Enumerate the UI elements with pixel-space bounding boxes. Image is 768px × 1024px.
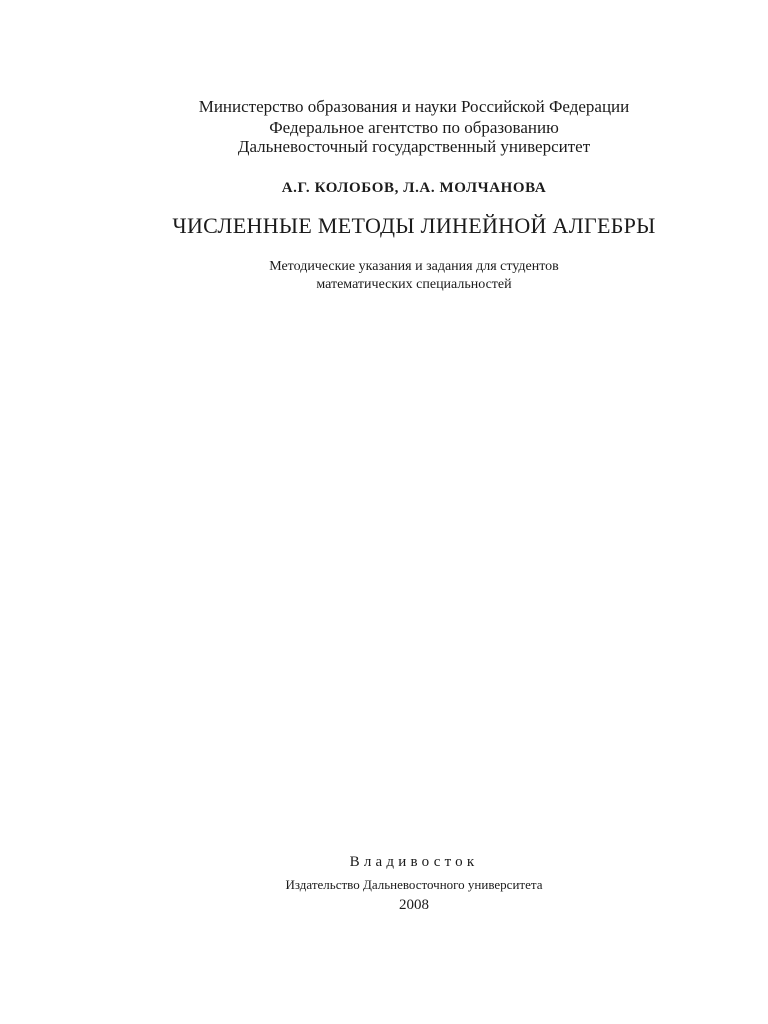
subtitle-line-1: Методические указания и задания для студентов bbox=[269, 259, 559, 274]
agency-name: Федеральное агентство по образованию bbox=[269, 118, 559, 137]
year: 2008 bbox=[399, 897, 429, 913]
ministry-name: Министерство образования и науки Российской Федерации bbox=[198, 97, 630, 116]
publisher: Издательство Дальневосточного университета bbox=[285, 877, 543, 892]
book-title: ЧИСЛЕННЫЕ МЕТОДЫ ЛИНЕЙНОЙ АЛГЕБРЫ bbox=[172, 213, 656, 238]
city: Владивосток bbox=[349, 854, 479, 870]
authors: А.Г. КОЛОБОВ, Л.А. МОЛЧАНОВА bbox=[281, 180, 547, 196]
university-name: Дальневосточный государственный университет bbox=[237, 137, 591, 156]
subtitle-line-2: математических специальностей bbox=[316, 277, 512, 292]
